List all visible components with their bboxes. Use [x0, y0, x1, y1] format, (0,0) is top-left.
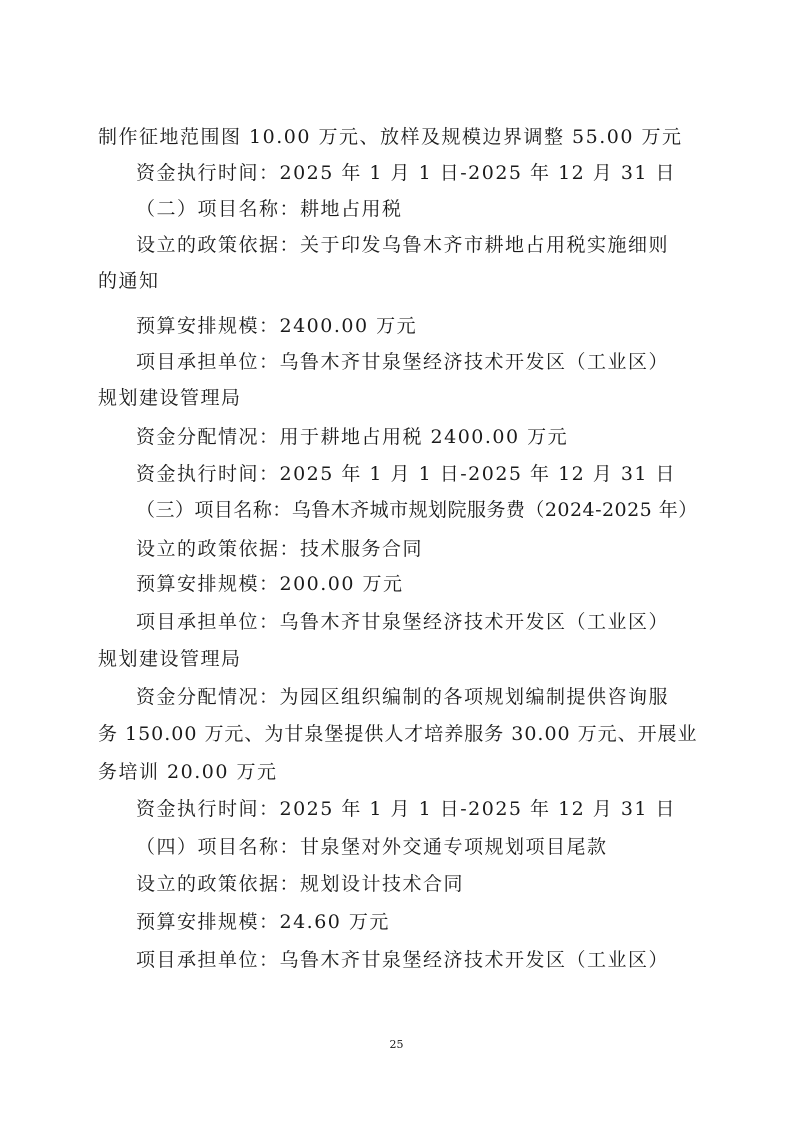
text-line: 设立的政策依据：规划设计技术合同: [136, 873, 465, 895]
section-heading: （三）项目名称：乌鲁木齐城市规划院服务费（2024-2025 年）: [136, 499, 698, 521]
text-line: 预算安排规模：200.00 万元: [136, 573, 404, 595]
section-heading: （二）项目名称：耕地占用税: [136, 198, 403, 220]
text-line: 设立的政策依据：技术服务合同: [136, 538, 424, 560]
text-line: 项目承担单位：乌鲁木齐甘泉堡经济技术开发区（工业区）: [136, 351, 670, 373]
text-line: 预算安排规模：2400.00 万元: [136, 315, 418, 337]
text-line: 规划建设管理局: [98, 387, 242, 409]
text-line: 项目承担单位：乌鲁木齐甘泉堡经济技术开发区（工业区）: [136, 949, 670, 971]
section-heading: （四）项目名称：甘泉堡对外交通专项规划项目尾款: [136, 836, 608, 858]
text-line: 资金分配情况：用于耕地占用税 2400.00 万元: [136, 426, 569, 448]
text-line: 预算安排规模：24.60 万元: [136, 911, 390, 933]
text-line: 制作征地范围图 10.00 万元、放样及规模边界调整 55.00 万元: [98, 126, 683, 148]
text-line: 资金执行时间：2025 年 1 月 1 日-2025 年 12 月 31 日: [136, 162, 677, 184]
text-line: 资金执行时间：2025 年 1 月 1 日-2025 年 12 月 31 日: [136, 463, 677, 485]
text-line: 资金执行时间：2025 年 1 月 1 日-2025 年 12 月 31 日: [136, 798, 677, 820]
text-line: 务培训 20.00 万元: [98, 761, 278, 783]
text-line: 的通知: [98, 270, 160, 292]
text-line: 资金分配情况：为园区组织编制的各项规划编制提供咨询服: [136, 686, 670, 708]
text-line: 项目承担单位：乌鲁木齐甘泉堡经济技术开发区（工业区）: [136, 611, 670, 633]
page-number: 25: [389, 1038, 404, 1051]
text-line: 规划建设管理局: [98, 648, 242, 670]
text-line: 设立的政策依据：关于印发乌鲁木齐市耕地占用税实施细则: [136, 234, 670, 256]
text-line: 务 150.00 万元、为甘泉堡提供人才培养服务 30.00 万元、开展业: [98, 723, 698, 745]
